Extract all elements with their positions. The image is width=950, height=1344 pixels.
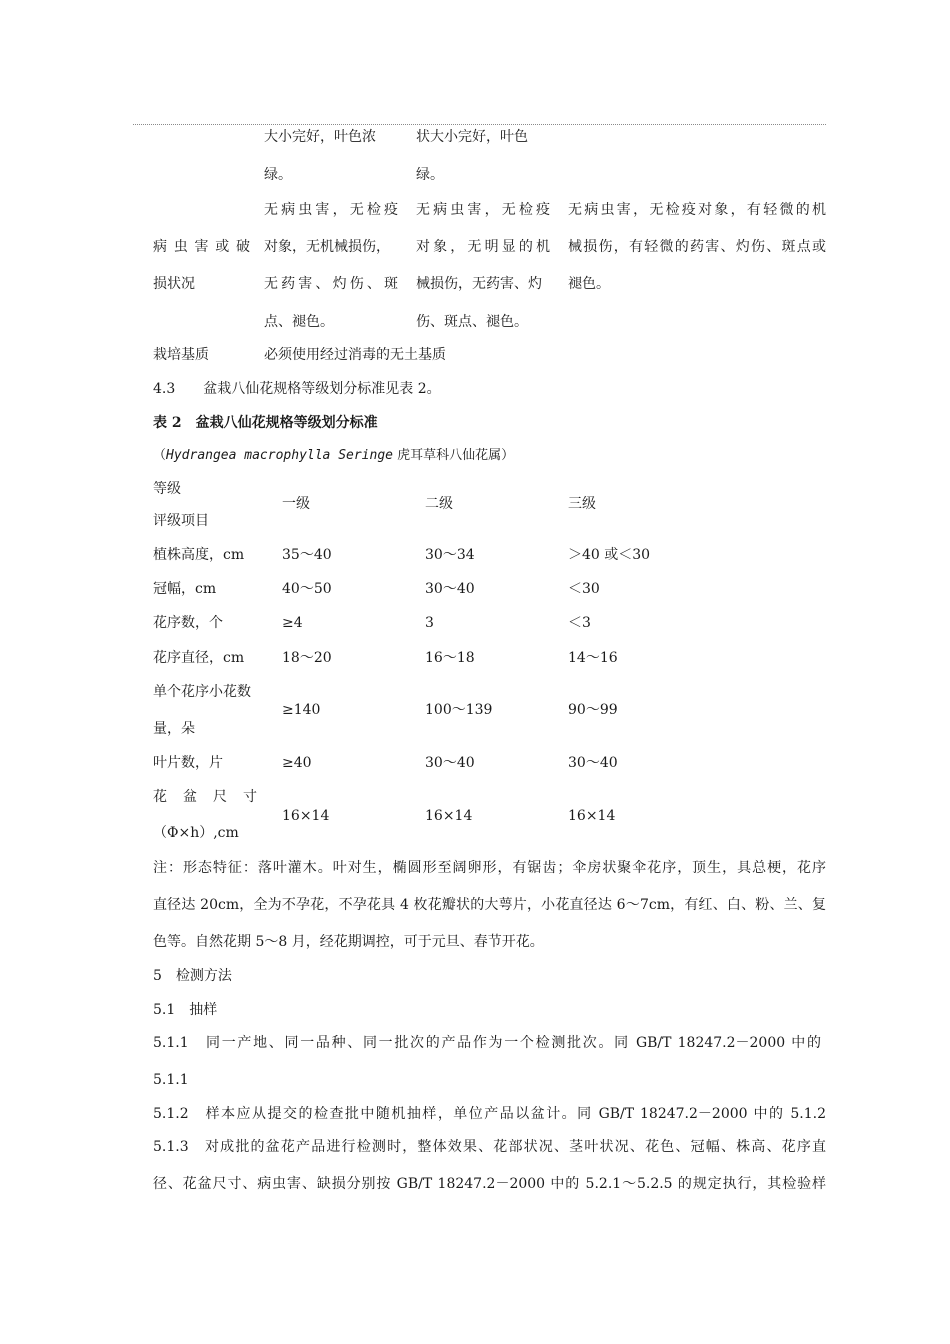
- table2-cell-g2: 100～139: [425, 702, 493, 718]
- table2-cell-g3: 90～99: [568, 702, 618, 718]
- section-5-1-3: 5.1.3 对成批的盆花产品进行检测时，整体效果、花部状况、茎叶状况、花色、冠幅、株高、花序直: [153, 1139, 826, 1155]
- table2-cell-g3: 16×14: [568, 808, 616, 824]
- table2-corner-bottom: 评级项目: [153, 513, 209, 529]
- table2-cell-g1: 35～40: [282, 547, 332, 563]
- table2-cell-g1: 16×14: [282, 808, 330, 824]
- table2-cell-g3: 14～16: [568, 650, 618, 666]
- section-5-1-heading: 5.1 抽样: [153, 1002, 218, 1018]
- table2-corner-top: 等级: [153, 481, 181, 497]
- section-5-1-1: 5.1.1 同一产地、同一品种、同一批次的产品作为一个检测批次。同 GB/T 18247.2－2000 中的: [153, 1035, 821, 1051]
- section-4-3: 4.3 盆栽八仙花规格等级划分标准见表 2。: [153, 381, 441, 397]
- table2-cell-g1: 40～50: [282, 581, 332, 597]
- section-5-heading: 5 检测方法: [153, 968, 232, 984]
- pest-col3-line: 无病虫害，无检疫对象，有轻微的机: [568, 202, 826, 218]
- table2-grade1-header: 一级: [282, 496, 310, 512]
- table2-subtitle: （Hydrangea macrophylla Seringe 虎耳草科八仙花属）: [153, 448, 515, 463]
- table2-cell-g1: 18～20: [282, 650, 332, 666]
- pest-col2-line: 对象，无明显的机: [416, 239, 550, 255]
- table2-grade2-header: 二级: [425, 496, 453, 512]
- table2-cell-g1: ≥140: [282, 702, 321, 718]
- table2-latin-name: Hydrangea macrophylla Seringe: [166, 448, 393, 463]
- table2-cell-g2: 30～34: [425, 547, 475, 563]
- table1-col1-line: 绿。: [264, 167, 292, 183]
- header-rule: [133, 124, 826, 125]
- table1-col2-line: 绿。: [416, 167, 444, 183]
- note-line: 直径达 20cm，全为不孕花，不孕花具 4 枚花瓣状的大萼片，小花直径达 6～7cm，有红、白、粉、兰、复: [153, 897, 826, 913]
- table2-cell-g2: 16～18: [425, 650, 475, 666]
- table2-cell-g1: ≥4: [282, 615, 303, 631]
- table2-cell-g3: ＜3: [568, 615, 591, 631]
- table2-row-label: （Φ×h）,cm: [153, 825, 239, 841]
- note-line: 注：形态特征：落叶灌木。叶对生，椭圆形至阔卵形，有锯齿；伞房状聚伞花序，顶生，具总梗，花序: [153, 860, 826, 876]
- section-5-1-1: 5.1.1: [153, 1072, 189, 1088]
- table2-cell-g2: 30～40: [425, 581, 475, 597]
- table2-row-label: 叶片数，片: [153, 755, 223, 771]
- table2-row-label: 冠幅，cm: [153, 581, 217, 597]
- pest-col1-line: 点、褪色。: [264, 314, 334, 330]
- table2-cell-g3: 30～40: [568, 755, 618, 771]
- table2-cell-g1: ≥40: [282, 755, 312, 771]
- table2-row-label: 植株高度，cm: [153, 547, 245, 563]
- table2-row-label: 单个花序小花数: [153, 684, 251, 700]
- substrate-label: 栽培基质: [153, 347, 209, 363]
- table2-grade3-header: 三级: [568, 496, 596, 512]
- pest-col3-line: 褪色。: [568, 276, 610, 292]
- table2-row-label: 量，朵: [153, 721, 195, 737]
- table2-row-label: 花盆尺寸: [153, 789, 257, 805]
- section-5-1-2: 5.1.2 样本应从提交的检查批中随机抽样，单位产品以盆计。同 GB/T 18247.2－2000 中的 5.1.2: [153, 1106, 826, 1122]
- table2-cell-g2: 16×14: [425, 808, 473, 824]
- pest-row-label: 病虫害或破: [153, 239, 250, 255]
- pest-col3-line: 械损伤，有轻微的药害、灼伤、斑点或: [568, 239, 826, 255]
- table1-col2-line: 状大小完好，叶色: [416, 129, 528, 145]
- pest-col2-line: 械损伤，无药害、灼: [416, 276, 542, 292]
- pest-col1-line: 无病虫害，无检疫: [264, 202, 398, 218]
- pest-col1-line: 对象，无机械损伤，: [264, 239, 390, 255]
- table2-title: 表 2 盆栽八仙花规格等级划分标准: [153, 415, 378, 431]
- table2-row-label: 花序数，个: [153, 615, 223, 631]
- table2-cell-g3: ＞40 或＜30: [568, 547, 651, 563]
- substrate-value: 必须使用经过消毒的无土基质: [264, 347, 446, 363]
- section-5-1-3: 径、花盆尺寸、病虫害、缺损分别按 GB/T 18247.2－2000 中的 5.2.1～5.2.5 的规定执行，其检验样: [153, 1176, 826, 1192]
- table1-col1-line: 大小完好，叶色浓: [264, 129, 376, 145]
- pest-col2-line: 无病虫害，无检疫: [416, 202, 550, 218]
- table2-cell-g2: 30～40: [425, 755, 475, 771]
- table2-cell-g2: 3: [425, 615, 434, 631]
- table2-cell-g3: ＜30: [568, 581, 600, 597]
- note-line: 色等。自然花期 5～8 月，经花期调控，可于元旦、春节开花。: [153, 934, 544, 950]
- table2-row-label: 花序直径，cm: [153, 650, 245, 666]
- pest-col2-line: 伤、斑点、褪色。: [416, 314, 528, 330]
- pest-row-label: 损状况: [153, 276, 195, 292]
- pest-col1-line: 无药害、灼伤、斑: [264, 276, 398, 292]
